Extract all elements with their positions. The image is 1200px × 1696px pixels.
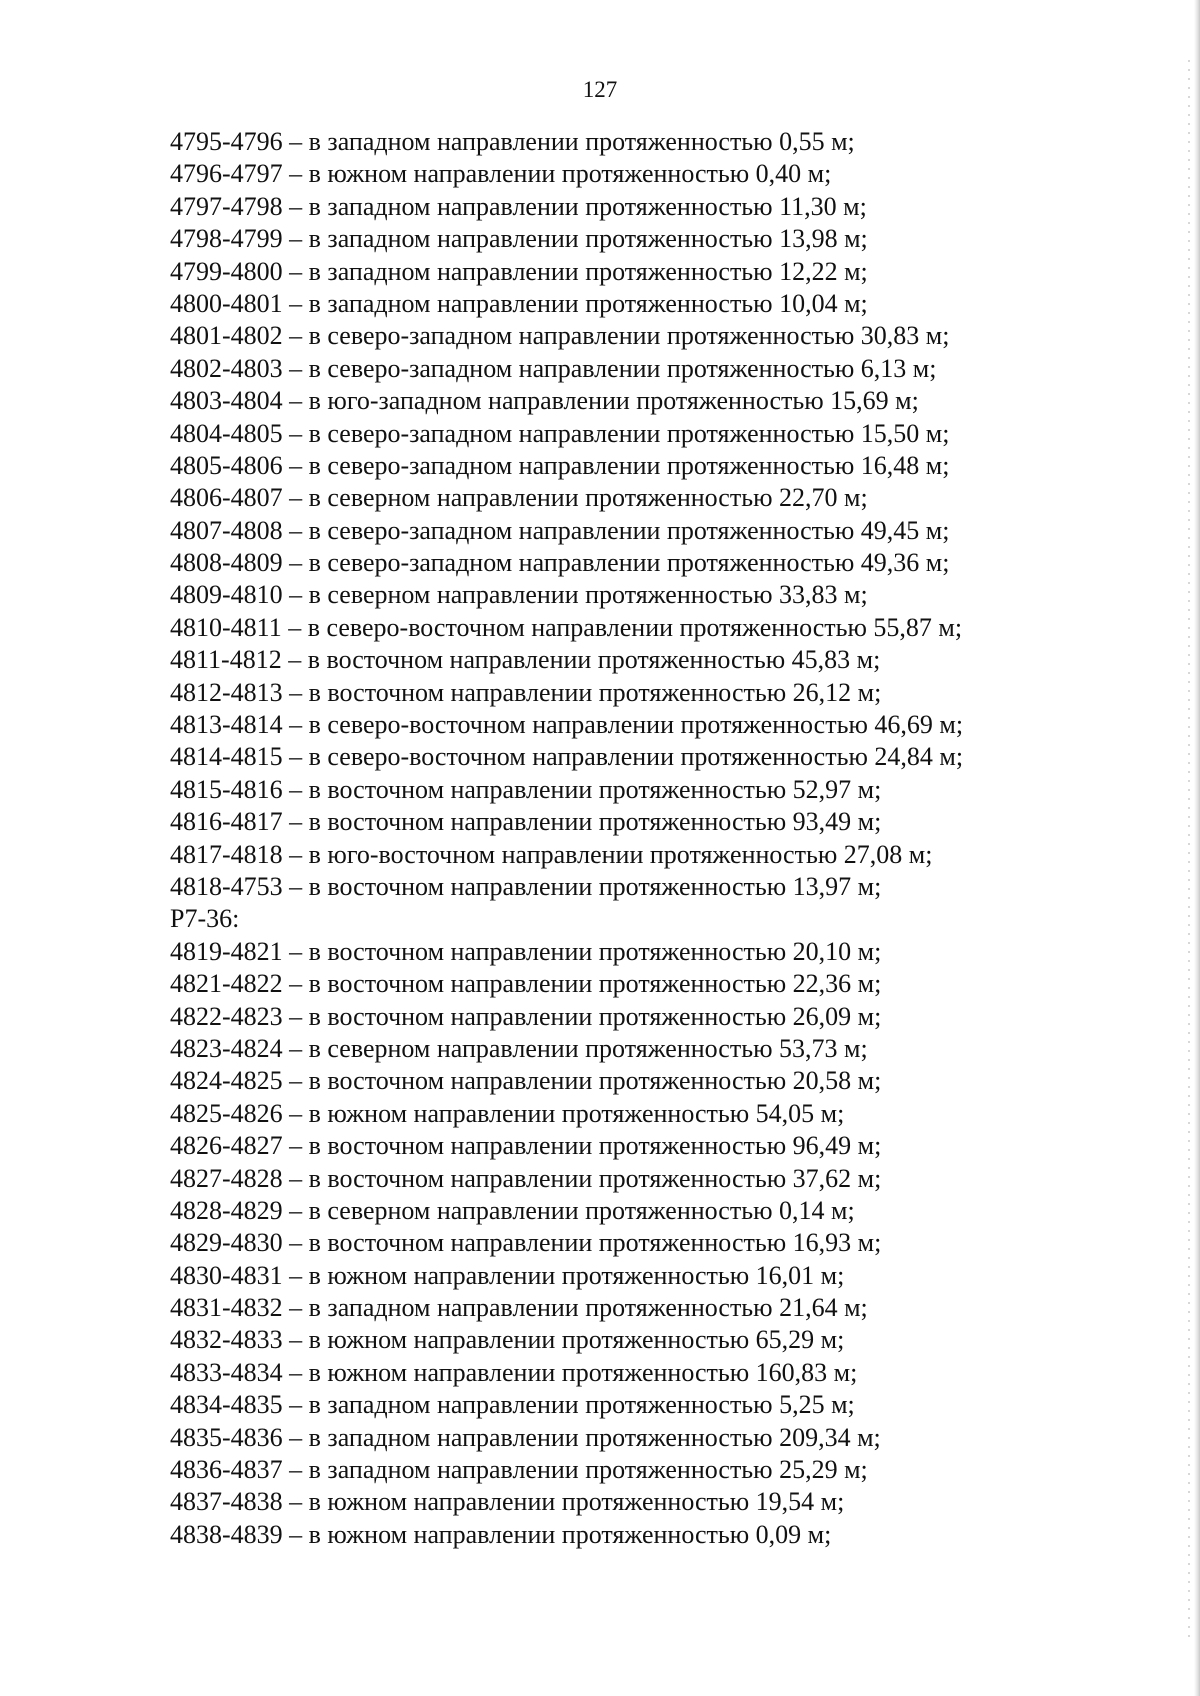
text-line: 4831-4832 – в западном направлении протяженностью 21,64 м; xyxy=(170,1293,868,1323)
boundary-description-list xyxy=(170,126,1100,1551)
text-line: 4809-4810 – в северном направлении протяженностью 33,83 м; xyxy=(170,580,868,610)
text-line: 4803-4804 – в юго-западном направлении протяженностью 15,69 м; xyxy=(170,386,919,416)
text-line: 4799-4800 – в западном направлении протяженностью 12,22 м; xyxy=(170,256,868,286)
text-line: 4802-4803 – в северо-западном направлении протяженностью 6,13 м; xyxy=(170,353,937,383)
scan-edge-shadow xyxy=(1194,0,1200,1696)
text-line: 4801-4802 – в северо-западном направлении протяженностью 30,83 м; xyxy=(170,321,950,351)
text-line: 4810-4811 – в северо-восточном направлении протяженностью 55,87 м; xyxy=(170,612,963,642)
text-line: 4804-4805 – в северо-западном направлении протяженностью 15,50 м; xyxy=(170,418,950,448)
text-line: 4838-4839 – в южном направлении протяженностью 0,09 м; xyxy=(170,1519,832,1549)
text-line: 4835-4836 – в западном направлении протяженностью 209,34 м; xyxy=(170,1422,881,1452)
text-line: 4798-4799 – в западном направлении протяженностью 13,98 м; xyxy=(170,224,868,254)
text-line: 4817-4818 – в юго-восточном направлении протяженностью 27,08 м; xyxy=(170,839,933,869)
text-line: 4821-4822 – в восточном направлении протяженностью 22,36 м; xyxy=(170,969,882,999)
text-line: 4833-4834 – в южном направлении протяженностью 160,83 м; xyxy=(170,1357,858,1387)
text-line: 4819-4821 – в восточном направлении протяженностью 20,10 м; xyxy=(170,936,882,966)
text-line: 4836-4837 – в западном направлении протяженностью 25,29 м; xyxy=(170,1455,868,1485)
text-line: 4805-4806 – в северо-западном направлении протяженностью 16,48 м; xyxy=(170,450,950,480)
text-line: 4806-4807 – в северном направлении протяженностью 22,70 м; xyxy=(170,483,868,513)
text-line: 4828-4829 – в северном направлении протяженностью 0,14 м; xyxy=(170,1195,855,1225)
text-line: 4796-4797 – в южном направлении протяженностью 0,40 м; xyxy=(170,159,832,189)
text-line: 4812-4813 – в восточном направлении протяженностью 26,12 м; xyxy=(170,677,882,707)
text-line: 4811-4812 – в восточном направлении протяженностью 45,83 м; xyxy=(170,645,881,675)
text-line: 4807-4808 – в северо-западном направлении протяженностью 49,45 м; xyxy=(170,515,950,545)
text-line: 4829-4830 – в восточном направлении протяженностью 16,93 м; xyxy=(170,1228,882,1258)
text-line: 4795-4796 – в западном направлении протяженностью 0,55 м; xyxy=(170,127,855,156)
text-line: 4823-4824 – в северном направлении протяженностью 53,73 м; xyxy=(170,1033,868,1063)
text-line: 4814-4815 – в северо-восточном направлении протяженностью 24,84 м; xyxy=(170,742,964,772)
scan-edge-noise xyxy=(1188,60,1190,1640)
text-line: 4822-4823 – в восточном направлении протяженностью 26,09 м; xyxy=(170,1001,882,1031)
text-line: 4830-4831 – в южном направлении протяженностью 16,01 м; xyxy=(170,1260,845,1290)
text-line: 4815-4816 – в восточном направлении протяженностью 52,97 м; xyxy=(170,774,882,804)
text-line: 4826-4827 – в восточном направлении протяженностью 96,49 м; xyxy=(170,1131,882,1161)
text-line: 4827-4828 – в восточном направлении протяженностью 37,62 м; xyxy=(170,1163,882,1193)
page-number: 127 xyxy=(582,77,618,102)
text-line: 4837-4838 – в южном направлении протяженностью 19,54 м; xyxy=(170,1487,845,1517)
text-line: 4832-4833 – в южном направлении протяженностью 65,29 м; xyxy=(170,1325,845,1355)
text-line: 4824-4825 – в восточном направлении протяженностью 20,58 м; xyxy=(170,1066,882,1096)
text-line: 4800-4801 – в западном направлении протяженностью 10,04 м; xyxy=(170,288,868,318)
text-line: Р7-36: xyxy=(170,904,240,934)
text-line: 4816-4817 – в восточном направлении протяженностью 93,49 м; xyxy=(170,807,882,837)
text-line: 4818-4753 – в восточном направлении протяженностью 13,97 м; xyxy=(170,871,882,901)
text-line: 4808-4809 – в северо-западном направлении протяженностью 49,36 м; xyxy=(170,548,950,578)
text-line: 4825-4826 – в южном направлении протяженностью 54,05 м; xyxy=(170,1098,845,1128)
text-line: 4813-4814 – в северо-восточном направлении протяженностью 46,69 м; xyxy=(170,710,964,740)
text-line: 4797-4798 – в западном направлении протяженностью 11,30 м; xyxy=(170,191,867,221)
text-line: 4834-4835 – в западном направлении протяженностью 5,25 м; xyxy=(170,1390,855,1420)
